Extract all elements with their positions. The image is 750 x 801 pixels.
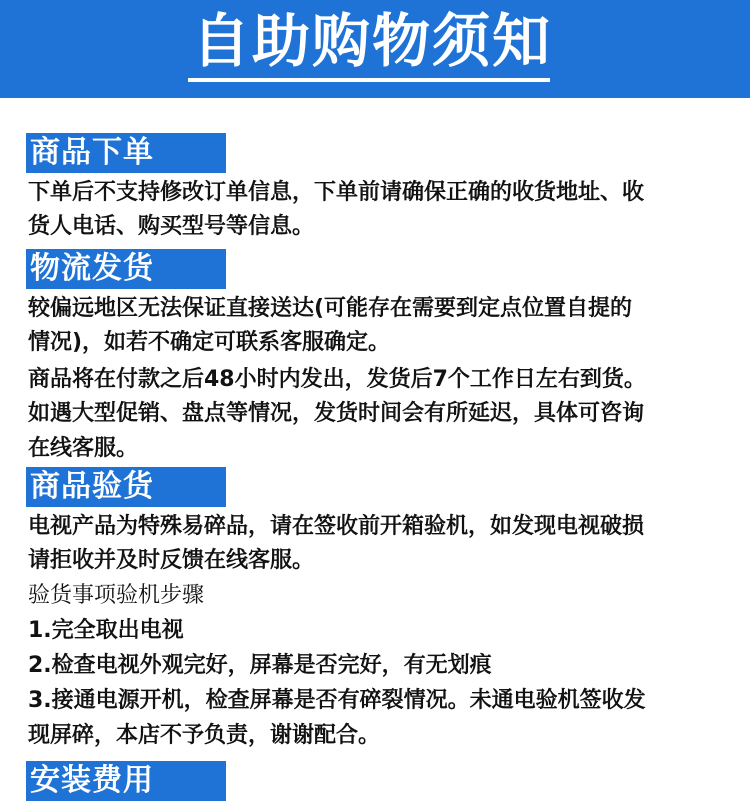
inspection-text-line-1: 电视产品为特殊易碎品，请在签收前开箱验机，如发现电视破损	[28, 514, 645, 539]
inspection-text-line-3: 验货事项验机步骤	[28, 583, 205, 608]
order-text-line-2: 货人电话、购买型号等信息。	[28, 214, 315, 239]
shipping-text-line-3: 商品将在付款之后48小时内发出，发货后7个工作日左右到货。	[28, 367, 646, 392]
inspection-step-3-cont: 现屏碎，本店不予负责，谢谢配合。	[28, 723, 381, 748]
header-banner	[0, 0, 750, 98]
shipping-text-line-5: 在线客服。	[28, 436, 139, 461]
inspection-step-3: 3.接通电源开机，检查屏幕是否有碎裂情况。未通电验机签收发	[28, 688, 646, 713]
inspection-step-2: 2.检查电视外观完好，屏幕是否完好，有无划痕	[28, 653, 492, 678]
section-heading-installation: 安装费用	[26, 761, 226, 801]
shipping-text-line-2: 情况)，如若不确定可联系客服确定。	[28, 330, 391, 355]
section-heading-inspection: 商品验货	[26, 467, 226, 507]
inspection-step-1: 1.完全取出电视	[28, 618, 184, 643]
title-underline	[188, 78, 550, 82]
order-text-line-1: 下单后不支持修改订单信息，下单前请确保正确的收货地址、收	[28, 180, 645, 205]
page-title: 自助购物须知	[191, 7, 552, 75]
inspection-text-line-2: 请拒收并及时反馈在线客服。	[28, 548, 315, 573]
shipping-text-line-4: 如遇大型促销、盘点等情况，发货时间会有所延迟，具体可咨询	[28, 401, 645, 426]
section-heading-shipping: 物流发货	[26, 249, 226, 289]
shipping-text-line-1: 较偏远地区无法保证直接送达(可能存在需要到定点位置自提的	[28, 296, 633, 321]
section-heading-order: 商品下单	[26, 133, 226, 173]
